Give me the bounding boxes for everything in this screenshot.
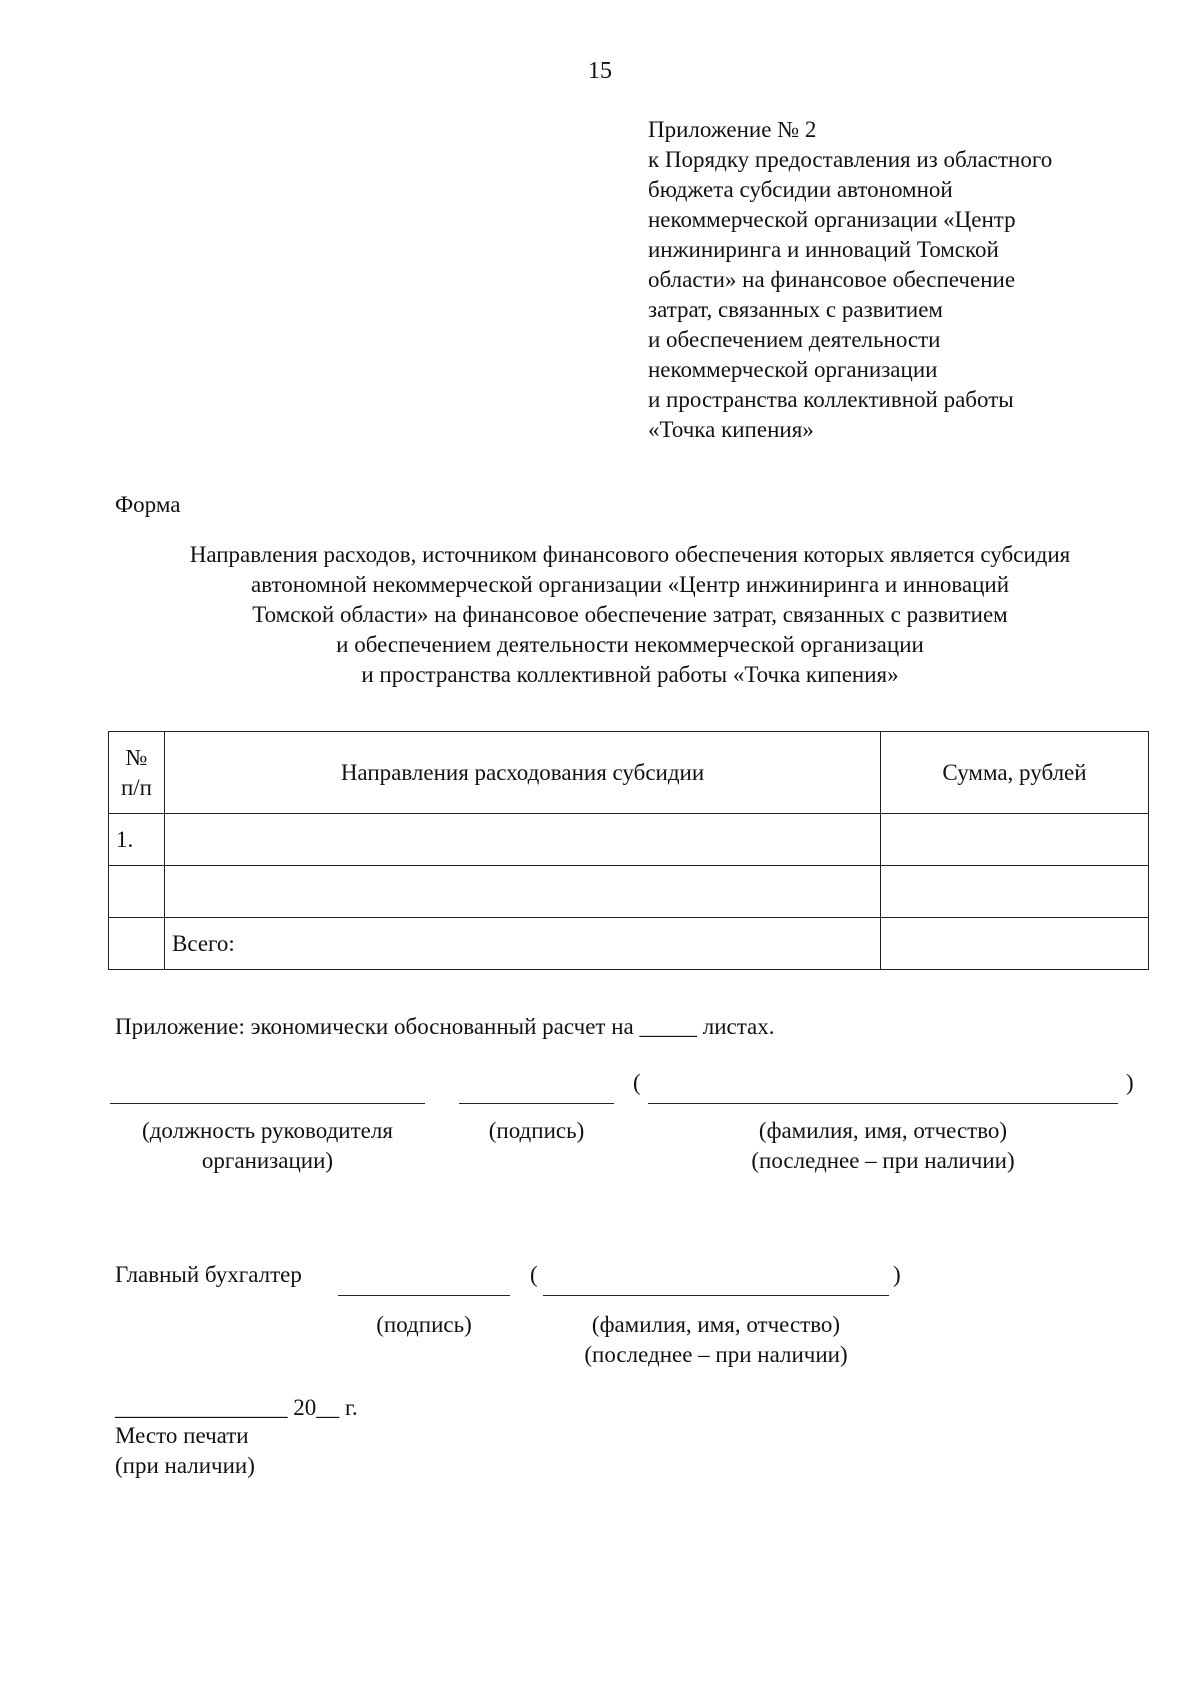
position-caption — [110, 1116, 425, 1176]
header-direction: Направления расходования субсидии — [165, 732, 881, 814]
table-header-row — [109, 732, 1149, 814]
expense-table — [108, 731, 1149, 970]
title-line: Томской области» на финансовое обеспечение затрат, связанных с развитием — [252, 602, 1008, 627]
position-caption-line: организации) — [201, 1148, 334, 1173]
name-caption-line: (фамилия, имя, отчество) — [591, 1312, 841, 1337]
row-number — [109, 866, 165, 918]
header-number — [109, 732, 165, 814]
table-total-row — [109, 918, 1149, 970]
table-row — [109, 814, 1149, 866]
title-line: автономной некоммерческой организации «Центр инжиниринга и инноваций — [250, 572, 1010, 597]
seal-placeholder — [115, 1421, 255, 1481]
appendix-header — [648, 115, 1168, 445]
chief-accountant-label: Главный бухгалтер — [115, 1262, 302, 1287]
accountant-signature-line[interactable] — [338, 1295, 510, 1296]
appendix-line: бюджета субсидии автономной — [648, 177, 953, 202]
position-line[interactable] — [110, 1103, 425, 1104]
title-line: и обеспечением деятельности некоммерческой организации — [336, 632, 924, 657]
head-signature-caption: (подпись) — [488, 1118, 585, 1143]
appendix-line: и пространства коллективной работы — [648, 387, 1014, 412]
total-sum[interactable] — [881, 918, 1149, 970]
row-number: 1. — [109, 814, 165, 866]
head-signature-line[interactable] — [459, 1103, 614, 1104]
seal-note: (при наличии) — [115, 1453, 255, 1478]
close-paren: ) — [893, 1262, 901, 1287]
appendix-line: Приложение № 2 — [648, 117, 817, 142]
appendix-line: «Точка кипения» — [648, 417, 814, 442]
form-label: Форма — [115, 492, 181, 517]
total-label: Всего: — [165, 918, 881, 970]
appendix-line: области» на финансовое обеспечение — [648, 267, 1016, 292]
title-line: Направления расходов, источником финансового обеспечения которых является субсидия — [189, 542, 1071, 567]
table-row — [109, 866, 1149, 918]
date-line[interactable]: _______________ 20__ г. — [115, 1395, 358, 1420]
name-caption-line: (последнее – при наличии) — [751, 1148, 1015, 1173]
accountant-name-line[interactable] — [543, 1295, 889, 1296]
appendix-line: к Порядку предоставления из областного — [648, 147, 1053, 172]
position-caption-line: (должность руководителя — [142, 1118, 393, 1143]
name-caption-line: (последнее – при наличии) — [584, 1342, 848, 1367]
close-paren: ) — [1126, 1070, 1134, 1095]
title-line: и пространства коллективной работы «Точка кипения» — [361, 662, 899, 687]
row-direction[interactable] — [165, 866, 881, 918]
open-paren: ( — [530, 1262, 538, 1287]
accountant-signature-caption: (подпись) — [376, 1312, 472, 1337]
document-title — [0, 540, 1200, 690]
header-number-symbol: № — [125, 744, 148, 770]
header-sum: Сумма, рублей — [881, 732, 1149, 814]
appendix-line: затрат, связанных с развитием — [648, 297, 943, 322]
head-name-line[interactable] — [648, 1103, 1118, 1104]
appendix-line: некоммерческой организации «Центр — [648, 207, 1016, 232]
open-paren: ( — [633, 1070, 641, 1095]
row-direction[interactable] — [165, 814, 881, 866]
head-name-caption — [648, 1116, 1118, 1176]
appendix-line: и обеспечением деятельности — [648, 327, 941, 352]
appendix-line: инжиниринга и инноваций Томской — [648, 237, 999, 262]
header-number-abbrev: п/п — [120, 774, 152, 800]
name-caption-line: (фамилия, имя, отчество) — [758, 1118, 1008, 1143]
row-sum[interactable] — [881, 814, 1149, 866]
seal-label: Место печати — [115, 1423, 249, 1448]
page-number: 15 — [588, 58, 612, 84]
row-sum[interactable] — [881, 866, 1149, 918]
appendix-line: некоммерческой организации — [648, 357, 938, 382]
row-number — [109, 918, 165, 970]
accountant-name-caption — [543, 1310, 889, 1370]
attachment-note: Приложение: экономически обоснованный расчет на _____ листах. — [115, 1014, 775, 1039]
